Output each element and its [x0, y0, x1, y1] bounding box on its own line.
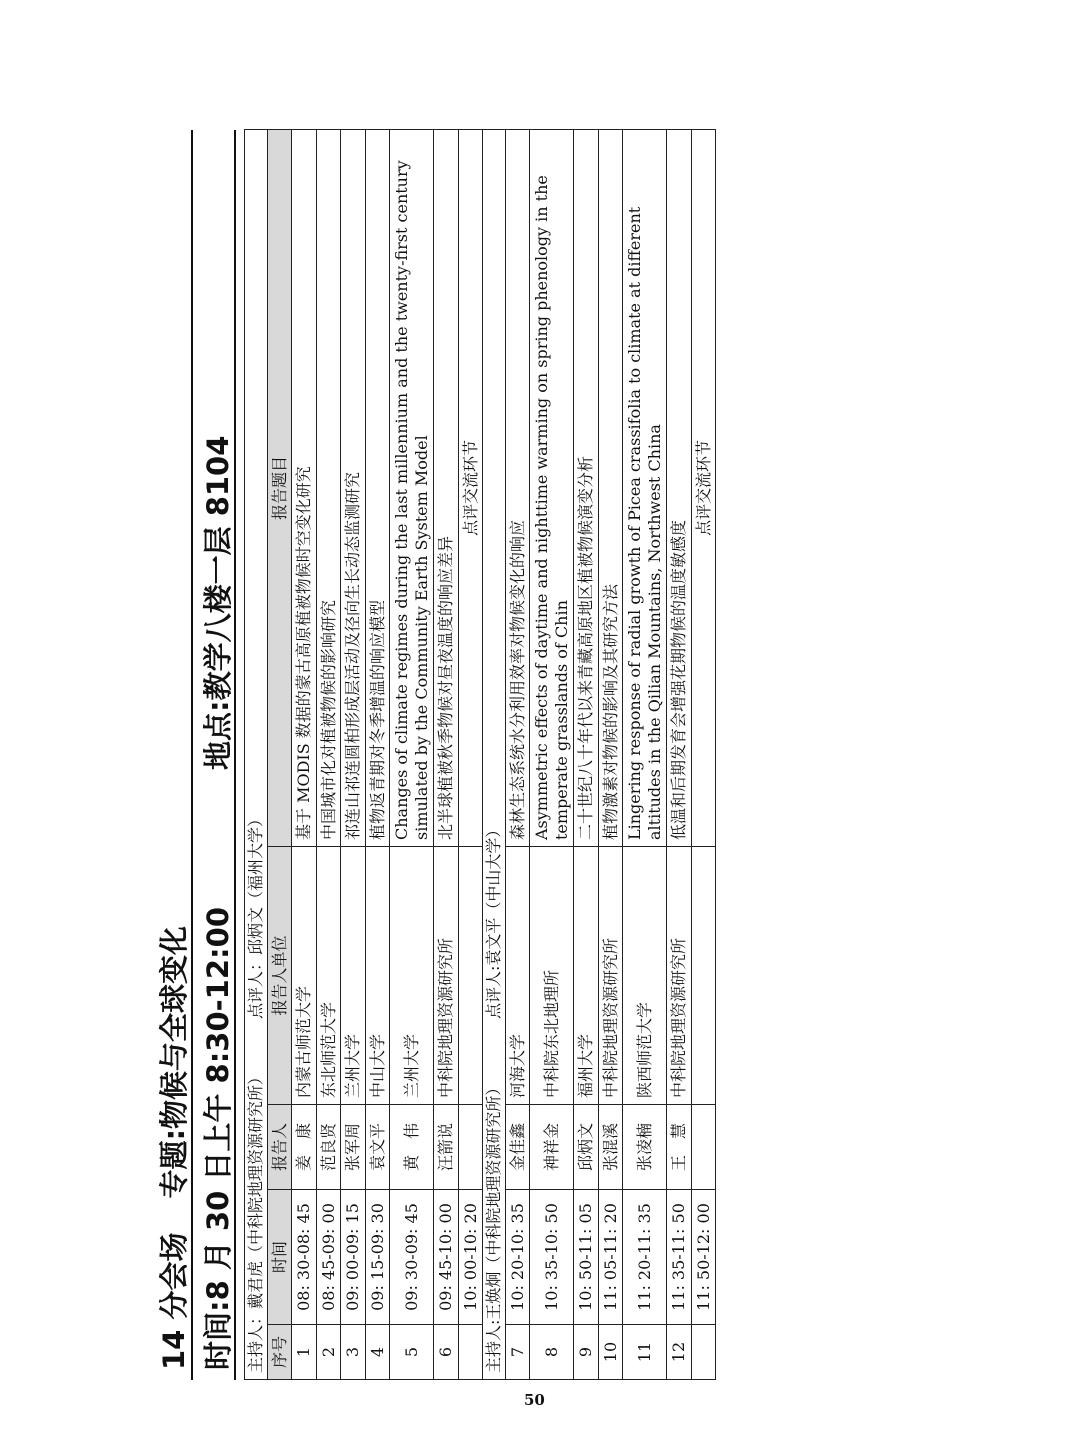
session-heading [152, 926, 193, 1370]
row-title: Changes of climate regimes during the last millennium and the twenty-first century simulated by the Community Earth System Model [390, 129, 434, 846]
host-row [245, 129, 268, 1379]
host-label: 主持人:王焕炯（中科院地理资源研究所） [484, 1079, 504, 1373]
row-speaker: 张凌楠 [623, 1105, 667, 1190]
session-place: 地点:教学八楼一层 8104 [201, 435, 235, 770]
row-time: 11: 50-12: 00 [691, 1190, 716, 1325]
session-topic: 专题:物候与全球变化 [157, 925, 191, 1199]
row-title: 中国城市化对植被物候的影响研究 [316, 129, 341, 846]
row-speaker: 金佳鑫 [505, 1105, 530, 1190]
row-speaker: 王 慧 [667, 1105, 692, 1190]
column-header: 报告人单位 [267, 847, 292, 1105]
session-time: 时间:8 月 30 日上午 8:30-12:00 [201, 907, 235, 1370]
host-row [483, 129, 506, 1379]
row-time: 09: 45-10: 00 [434, 1190, 459, 1325]
row-title: 森林生态系统水分利用效率对物候变化的响应 [505, 129, 530, 846]
time-place-line [196, 435, 237, 1370]
table-row [316, 129, 341, 1379]
row-title: 低温和后期发育会增强花期物候的温度敏感度 [667, 129, 692, 846]
row-time: 11: 35-11: 50 [667, 1190, 692, 1325]
row-number: 5 [390, 1325, 434, 1380]
column-header: 时间 [267, 1190, 292, 1325]
table-row [505, 129, 530, 1379]
page-number: 50 [524, 1391, 545, 1409]
row-affiliation: 东北师范大学 [316, 847, 341, 1105]
heading-rule [191, 130, 193, 1380]
row-title: 祁连山祁连圆柏形成层活动及径向生长动态监测研究 [341, 129, 366, 846]
row-speaker: 张混溪 [598, 1105, 623, 1190]
row-title: 北半球植被秋季物候对昼夜温度的响应差异 [434, 129, 459, 846]
row-number: 3 [341, 1325, 366, 1380]
row-speaker: 神祥金 [530, 1105, 574, 1190]
row-time: 10: 50-11: 05 [574, 1190, 599, 1325]
row-number: 12 [667, 1325, 692, 1380]
break-row [458, 129, 483, 1379]
table-row [292, 129, 317, 1379]
row-affiliation: 中山大学 [365, 847, 390, 1105]
row-number: 1 [292, 1325, 317, 1380]
row-time: 11: 05-11: 20 [598, 1190, 623, 1325]
row-title: 植物激素对物候的影响及其研究方法 [598, 129, 623, 846]
host-label: 主持人：戴君虎（中科院地理资源研究所） [246, 1068, 265, 1373]
row-number: 7 [505, 1325, 530, 1380]
row-speaker: 黄 伟 [390, 1105, 434, 1190]
row-affiliation: 兰州大学 [390, 847, 434, 1105]
column-header: 序号 [267, 1325, 292, 1380]
row-affiliation: 中科院东北地理所 [530, 847, 574, 1105]
row-number: 6 [434, 1325, 459, 1380]
row-affiliation: 中科院地理资源研究所 [667, 847, 692, 1105]
row-time: 10: 35-10: 50 [530, 1190, 574, 1325]
table-row [623, 129, 667, 1379]
rotated-page-content [134, 130, 834, 1380]
break-label: 点评交流环节 [691, 129, 716, 846]
session-number: 14 分会场 [157, 1232, 191, 1370]
row-speaker: 邱炳文 [574, 1105, 599, 1190]
row-title: 基于 MODIS 数据的蒙古高原植被物候时空变化研究 [292, 129, 317, 846]
reviewer-label: 点评人:袁文平（中山大学） [484, 821, 504, 1019]
row-title: Lingering response of radial growth of Picea crassifolia to climate at different altitudes in the Qilian Mountains, Northwest China [623, 129, 667, 846]
row-affiliation: 陕西师范大学 [623, 847, 667, 1105]
row-time: 10: 00-10: 20 [458, 1190, 483, 1325]
column-header: 报告人 [267, 1105, 292, 1190]
row-speaker: 张军周 [341, 1105, 366, 1190]
row-affiliation: 中科院地理资源研究所 [434, 847, 459, 1105]
row-speaker: 范良贤 [316, 1105, 341, 1190]
row-speaker: 姜 康 [292, 1105, 317, 1190]
row-affiliation: 河海大学 [505, 847, 530, 1105]
row-time: 09: 00-09: 15 [341, 1190, 366, 1325]
row-time: 08: 45-09: 00 [316, 1190, 341, 1325]
break-label: 点评交流环节 [458, 129, 483, 846]
heading-rule-2 [234, 130, 236, 1380]
break-row [691, 129, 716, 1379]
table-row [434, 129, 459, 1379]
table-row [667, 129, 692, 1379]
column-header: 报告题目 [267, 129, 292, 846]
row-affiliation: 福州大学 [574, 847, 599, 1105]
row-affiliation: 中科院地理资源研究所 [598, 847, 623, 1105]
row-number: 10 [598, 1325, 623, 1380]
row-speaker: 汪箭说 [434, 1105, 459, 1190]
row-number: 9 [574, 1325, 599, 1380]
table-row [365, 129, 390, 1379]
row-title: 二十世纪八十年代以来青藏高原地区植被物候演变分析 [574, 129, 599, 846]
row-time: 11: 20-11: 35 [623, 1190, 667, 1325]
table-row [341, 129, 366, 1379]
reviewer-label: 点评人：邱炳文（福州大学） [246, 810, 265, 1019]
row-affiliation: 内蒙古师范大学 [292, 847, 317, 1105]
table-row [574, 129, 599, 1379]
row-time: 09: 15-09: 30 [365, 1190, 390, 1325]
row-time: 10: 20-10: 35 [505, 1190, 530, 1325]
schedule-table [244, 129, 716, 1380]
row-title: 植物返青期对冬季增温的响应模型 [365, 129, 390, 846]
row-affiliation: 兰州大学 [341, 847, 366, 1105]
table-row [598, 129, 623, 1379]
row-title: Asymmetric effects of daytime and nighttime warming on spring phenology in the temperate grasslands of Chin [530, 129, 574, 846]
row-number: 4 [365, 1325, 390, 1380]
table-row [530, 129, 574, 1379]
row-number: 8 [530, 1325, 574, 1380]
table-row [390, 129, 434, 1379]
row-number: 2 [316, 1325, 341, 1380]
row-speaker: 袁文平 [365, 1105, 390, 1190]
row-number: 11 [623, 1325, 667, 1380]
table-header-row [267, 129, 292, 1379]
row-time: 09: 30-09: 45 [390, 1190, 434, 1325]
row-time: 08: 30-08: 45 [292, 1190, 317, 1325]
